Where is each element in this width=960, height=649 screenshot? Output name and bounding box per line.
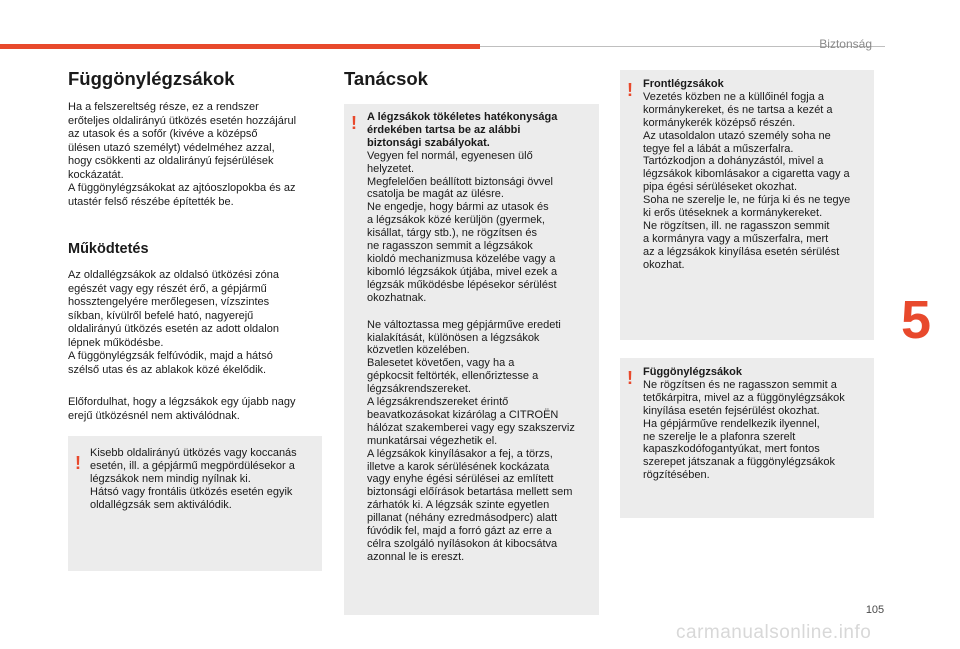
watermark: carmanualsonline.info [676, 622, 872, 643]
intro-text: Ha a felszereltség része, ez a rendszer erőteljes oldalirányú ütközés esetén hozzájárul az utasok és a sofőr (kivéve a középső ülésen utazó személyt) védelméhez azzal, hogy csökkenti az oldalirányú fejsérülések kockázatát. A függönylégzsákokat az ajtóoszlopokba és az utastér felső részébe építették be. [68, 101, 297, 208]
column-curtain-airbags [68, 68, 324, 571]
chapter-number: 5 [900, 290, 932, 350]
front-airbags-heading: Frontlégzsákok [643, 78, 724, 90]
warning-icon: ! [351, 113, 357, 133]
column-warnings [620, 70, 874, 518]
warning-box-minor-impact [68, 436, 322, 571]
warning-text: Kisebb oldalirányú ütközés vagy koccanás esetén, ill. a gépjármű megpördülésekor a légzsákok nem mindig nyílnak ki. Hátsó vagy frontális ütközés esetén egyik oldallégzsák sem aktiválódik. [90, 447, 297, 511]
section-name: Biztonság [819, 37, 872, 51]
safety-rules-text: Vegyen fel normál, egyenesen ülő helyzetet. Megfelelően beállított biztonsági övvel csatolja be magát az ülésre. Ne engedje, hogy bármi az utasok és a légzsákok közé kerüljön (gyermek, kisállat, tárgy stb.), ne rögzítsen és ne ragasszon semmit a légzsákok kioldó mechanizmusa közelébe vagy a kibomló légzsákok útjába, mivel ezek a légzsák működésbe lépésekor sérülést okozhatnak. [367, 149, 558, 304]
operation-text: Az oldallégzsákok az oldalsó ütközési zóna egészét vagy egy részét érő, a gépjármű hossztengelyére merőlegesen, vízszintes síkban, kívülről befelé ható, nagyerejű oldalirányú ütközés esetén az adott oldalon lépnek működésbe. A függönylégzsák felfúvódik, majd a hátsó szélső utas és az ablakok közé ékelődik. [68, 269, 279, 376]
curtain-airbags-heading: Függönylégzsákok [643, 366, 743, 378]
page-title: Függönylégzsákok [68, 68, 235, 89]
warning-icon: ! [75, 453, 81, 473]
warning-box-front-airbags [620, 70, 874, 340]
warning-icon: ! [627, 368, 633, 388]
page-number: 105 [865, 604, 885, 616]
warning-icon: ! [627, 80, 633, 100]
note-text: Előfordulhat, hogy a légzsákok egy újabb nagy erejű ütközésnél nem aktiválódnak. [68, 396, 296, 422]
front-airbags-text: Vezetés közben ne a küllőinél fogja a kormánykereket, és ne tartsa a kezét a kormánykerék középső részén. Az utasoldalon utazó személy soha ne tegye fel a lábát a műszerfalra. Tartózkodjon a dohányzástól, mivel a légzsákok kibomlásakor a cigaretta vagy a pipa égési sérüléseket okozhat. Soha ne szerelje le, ne fúrja ki és ne tegye ki erős ütéseknek a kormánykereket. Ne rögzítsen, ill. ne ragasszon semmit a kormányra vagy a műszerfalra, mert az a légzsákok kinyílása esetén sérülést okozhat. [643, 90, 851, 271]
operation-heading: Működtetés [68, 241, 149, 257]
warning-box-curtain-airbags [620, 358, 874, 518]
advice-title: Tanácsok [344, 68, 428, 89]
safety-rules-heading: A légzsákok tökéletes hatékonysága érdekében tartsa be az alábbi biztonsági szabályokat. [367, 111, 558, 149]
modification-text: Ne változtassa meg gépjárműve eredeti kialakítását, különösen a légzsákok közvetlen közelében. Balesetet követően, vagy ha a gépkocsit feltörték, ellenőriztesse a légzsákrendszereket. A légzsákrendszereket érintő beavatkozásokat kizárólag a CITROËN hálózat szakemberei vagy egy szakszerviz munkatársai végezhetik el. A légzsákok kinyílásakor a fej, a törzs, illetve a karok sérülésének kockázata vagy enyhe égési sérülései az említett biztonsági előírások betartása mellett sem zárhatók ki. A légzsák szinte egyetlen pillanat (néhány ezredmásodperc) alatt fúvódik fel, majd a forró gázt az erre a célra szolgáló nyílásokon át kibocsátva azonnal le is ereszt. [367, 318, 575, 563]
column-advice [344, 68, 599, 615]
warning-box-safety-rules [344, 104, 599, 615]
header-accent-bar [0, 44, 480, 49]
curtain-airbags-text: Ne rögzítsen és ne ragasszon semmit a tetőkárpitra, mivel az a függönylégzsákok kinyílása esetén fejsérülést okozhat. Ha gépjárműve rendelkezik ilyennel, ne szerelje le a plafonra szerelt kapaszkodófogantyúkat, mert fontos szerepet játszanak a függönylégzsákok rögzítésében. [643, 378, 845, 482]
